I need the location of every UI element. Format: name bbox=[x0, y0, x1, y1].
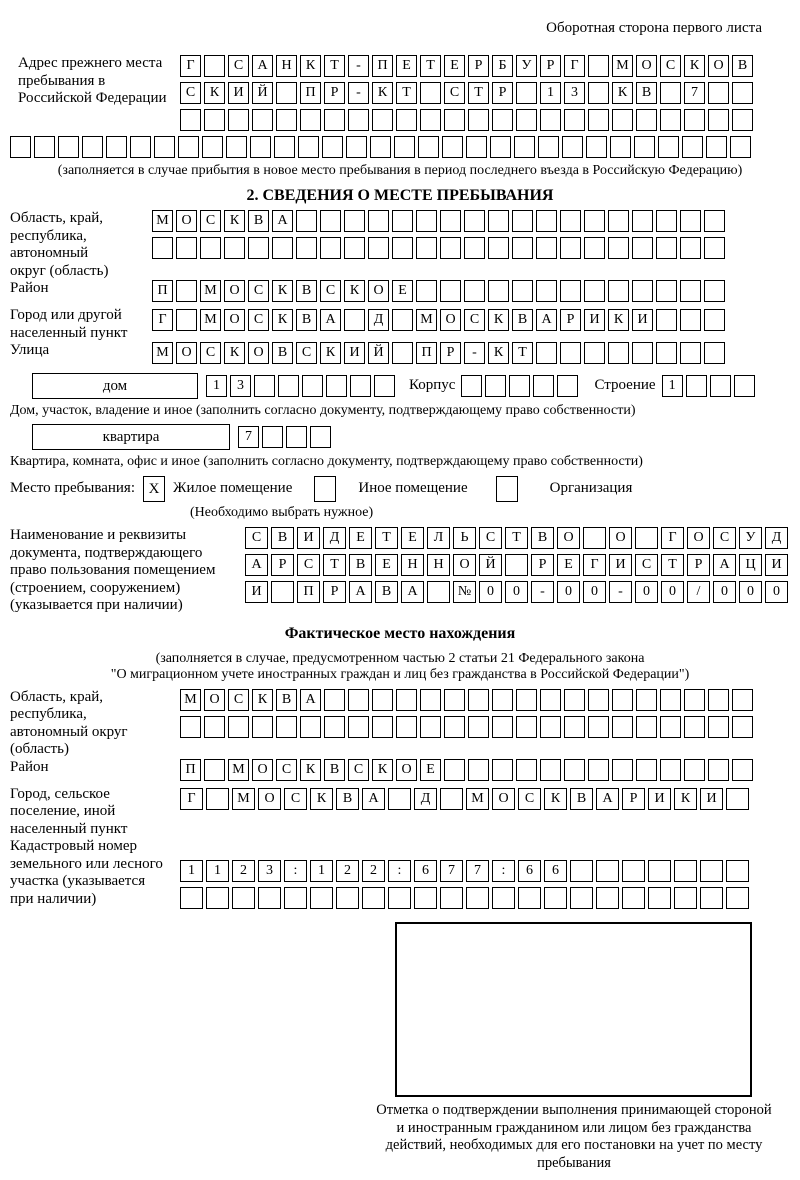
option-org-label: Организация bbox=[549, 480, 633, 497]
prev-address-note: (заполняется в случае прибытия в новое место пребывания в период последнего въезда в Российскую Федерацию) bbox=[57, 163, 743, 178]
s2-kvartira-block bbox=[10, 424, 790, 450]
korpus-cells[interactable] bbox=[461, 375, 578, 397]
s2-ulitsa-label: Улица bbox=[10, 342, 50, 358]
fact-gorod-row[interactable]: Г М О С К В А Д М О С К В А Р И К И bbox=[180, 788, 749, 810]
fact-kadastr-grid bbox=[180, 860, 749, 914]
fact-oblast-block bbox=[10, 689, 790, 759]
s2-oblast-block bbox=[10, 210, 790, 280]
s2-dom-block bbox=[10, 373, 790, 399]
fact-raion-row[interactable]: П М О С К В С К О Е bbox=[180, 759, 753, 781]
fact-kadastr-block bbox=[10, 838, 790, 914]
s2-gorod-row[interactable]: Г М О С К В А Д М О С К В А Р И К И bbox=[152, 309, 725, 331]
fact-oblast-grid bbox=[180, 689, 753, 743]
prev-address-grid bbox=[180, 55, 753, 136]
s2-ulitsa-row[interactable]: М О С К О В С К И Й П Р - К Т bbox=[152, 342, 725, 364]
option-inoe-label: Иное помещение bbox=[358, 480, 468, 497]
fact-oblast-row-1[interactable]: М О С К В А bbox=[180, 689, 753, 711]
doc-grid bbox=[245, 527, 788, 608]
fact-kadastr-label: Кадастровый номер земельного или лесного участка (указывается при наличии) bbox=[10, 838, 163, 907]
doc-row-3[interactable]: И П Р А В А № 0 0 - 0 0 - 0 0 / 0 0 0 bbox=[245, 581, 788, 603]
checkbox-zhiloe[interactable]: X bbox=[143, 476, 165, 502]
prev-address-label: Адрес прежнего места пребывания в Российской Федерации bbox=[18, 55, 167, 106]
page-header: Оборотная сторона первого листа bbox=[546, 20, 762, 36]
s2-oblast-grid bbox=[152, 210, 725, 264]
kvartira-box-label: квартира bbox=[32, 424, 230, 450]
prev-address-row-2[interactable]: С К И Й П Р - К Т С Т Р 1 3 К В 7 bbox=[180, 82, 753, 104]
korpus-label: Корпус bbox=[409, 377, 456, 394]
s2-oblast-label: Область, край, республика, автономный округ (область) bbox=[10, 210, 109, 279]
fact-raion-block bbox=[10, 759, 790, 786]
mesto-note: (Необходимо выбрать нужное) bbox=[190, 505, 374, 520]
stamp-box bbox=[395, 922, 752, 1097]
fact-gorod-block bbox=[10, 786, 790, 839]
checkbox-org[interactable] bbox=[496, 476, 518, 502]
doc-block bbox=[10, 527, 790, 615]
fact-kadastr-row-2[interactable] bbox=[180, 887, 749, 909]
dom-box-label: дом bbox=[32, 373, 198, 399]
dom-cells[interactable]: 1 3 bbox=[206, 375, 395, 397]
fact-raion-label: Район bbox=[10, 758, 49, 775]
s2-oblast-row-2[interactable] bbox=[152, 237, 725, 259]
mesto-block bbox=[10, 476, 790, 502]
prev-address-block bbox=[10, 55, 790, 136]
section2-title: 2. СВЕДЕНИЯ О МЕСТЕ ПРЕБЫВАНИЯ bbox=[246, 187, 554, 204]
s2-gorod-block bbox=[10, 307, 790, 342]
prev-address-row-3[interactable] bbox=[180, 109, 753, 131]
fact-oblast-label: Область, край, республика, автономный округ (область) bbox=[10, 688, 128, 757]
s2-ulitsa-block bbox=[10, 342, 790, 369]
kvartira-note: Квартира, комната, офис и иное (заполнить согласно документу, подтверждающему право собственности) bbox=[10, 454, 643, 469]
stroenie-label: Строение bbox=[594, 377, 656, 394]
s2-gorod-label: Город или другой населенный пункт bbox=[10, 307, 128, 341]
doc-label: Наименование и реквизиты документа, подтверждающего право пользования помещением (строением, сооружением) (указывается при наличии) bbox=[10, 527, 216, 613]
fact-gorod-label: Город, сельское поселение, иной населенный пункт bbox=[10, 785, 128, 837]
s2-raion-block bbox=[10, 280, 790, 307]
doc-row-2[interactable]: А Р С Т В Е Н Н О Й Р Е Г И С Т Р А Ц И bbox=[245, 554, 788, 576]
checkbox-inoe[interactable] bbox=[314, 476, 336, 502]
mesto-label: Место пребывания: bbox=[10, 480, 135, 497]
fact-subtitle-1: (заполняется в случае, предусмотренном частью 2 статьи 21 Федерального закона bbox=[155, 650, 645, 666]
s2-oblast-row-1[interactable]: М О С К В А bbox=[152, 210, 725, 232]
fact-kadastr-row-1[interactable]: 1 1 2 3 : 1 2 2 : 6 7 7 : 6 6 bbox=[180, 860, 749, 882]
prev-address-row-4[interactable] bbox=[10, 136, 790, 158]
fact-title: Фактическое место нахождения bbox=[284, 624, 516, 642]
fact-subtitle-2: "О миграционном учете иностранных граждан и лиц без гражданства в Российской Федерации") bbox=[110, 666, 690, 682]
stamp-note: Отметка о подтверждении выполнения принимающей стороной и иностранным гражданином или лицом без гражданства действий, необходимых для его постановки на учет по месту пребывания bbox=[376, 1102, 772, 1171]
fact-oblast-row-2[interactable] bbox=[180, 716, 753, 738]
prev-address-row-1[interactable]: Г С А Н К Т - П Е Т Е Р Б У Р Г М О С К О В bbox=[180, 55, 753, 77]
s2-raion-label: Район bbox=[10, 280, 49, 296]
dom-note: Дом, участок, владение и иное (заполнить согласно документу, подтверждающему право собственности) bbox=[10, 403, 636, 418]
option-zhiloe-label: Жилое помещение bbox=[173, 480, 293, 497]
s2-raion-row[interactable]: П М О С К В С К О Е bbox=[152, 280, 725, 302]
kvartira-cells[interactable]: 7 bbox=[238, 426, 331, 448]
doc-row-1[interactable]: С В И Д Е Т Е Л Ь С Т В О О Г О С У Д bbox=[245, 527, 788, 549]
stroenie-cells[interactable]: 1 bbox=[662, 375, 755, 397]
